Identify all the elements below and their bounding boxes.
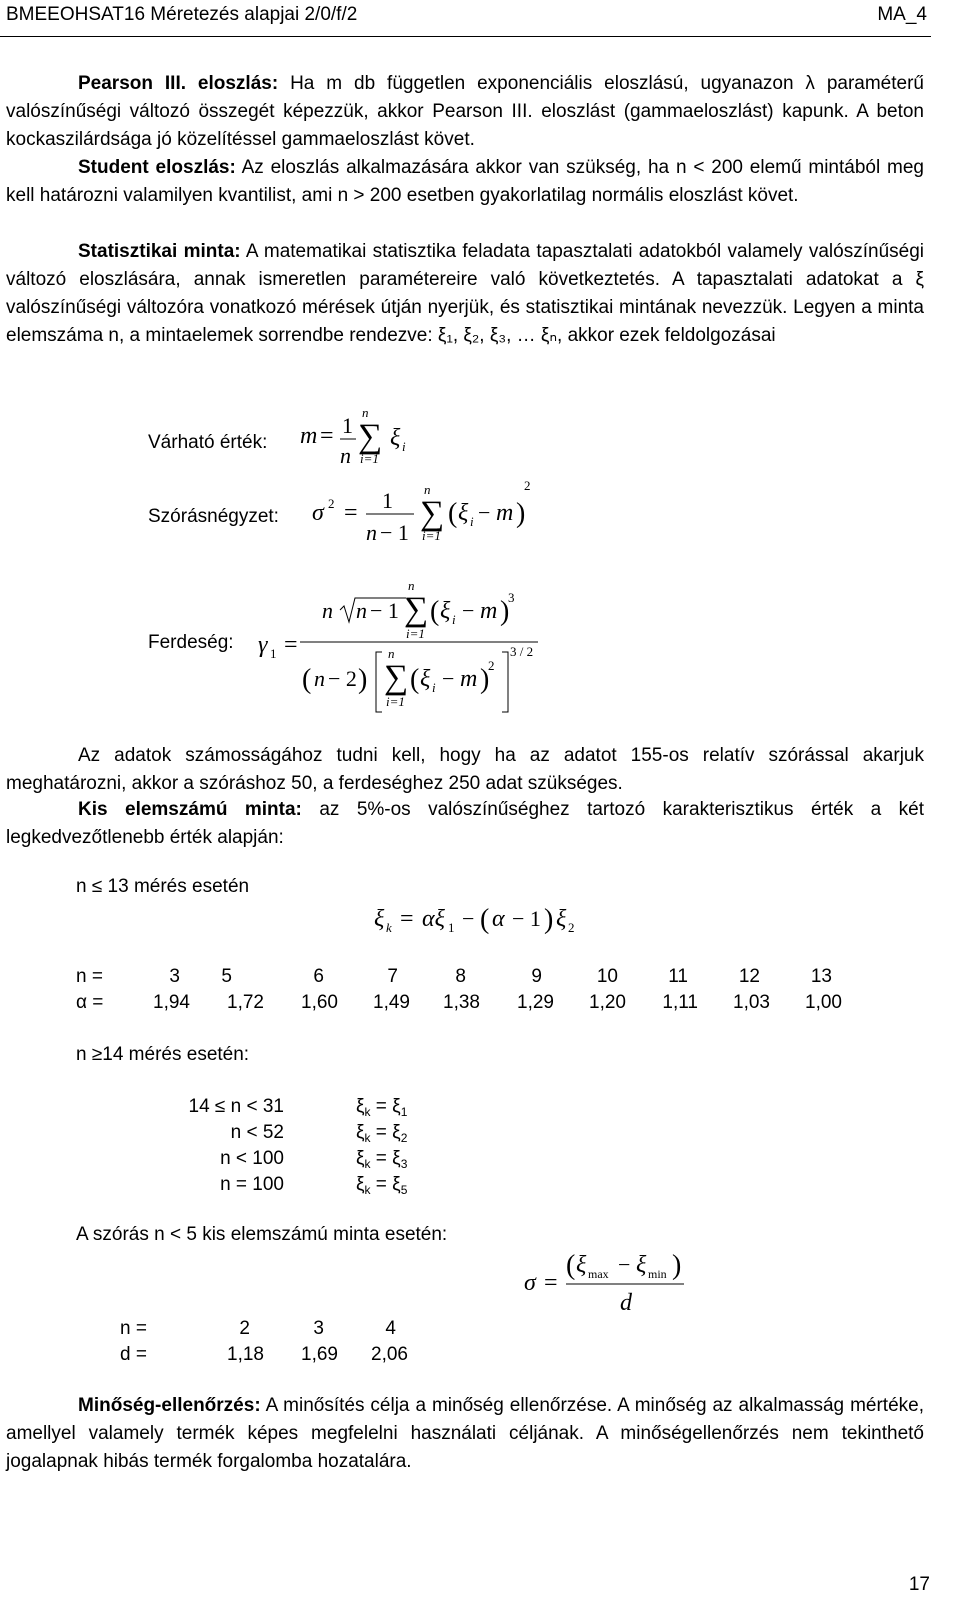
svg-text:−: − xyxy=(442,666,455,691)
svg-text:m: m xyxy=(480,598,498,624)
alpha-table-n: 3 xyxy=(169,966,180,987)
small-sample-text: az 5%-os valószínűséghez tartozó karakterisztikus érték a két legkedvezőtlenebb érték alapján: xyxy=(6,799,924,848)
svg-text:− 2: − 2 xyxy=(328,666,357,691)
svg-text:): ) xyxy=(500,596,510,627)
svg-text:1: 1 xyxy=(270,646,277,661)
sample-text: A matematikai statisztika feladata tapasztalati adatokból valamely valószínűségi változó eloszlására, annak ismeretlen paramétereire való következtetés. A tapasztalati adatokat a ξ valószínűségi változóra vonatkozó mérések útján nyerjük, és statisztikai mintának nevezzük. Legyen a minta elemszáma n, a mintaelemek sorrendbe rendezve: ξ₁, ξ₂, ξ₃, … ξₙ, akkor ezek feldolgozásai xyxy=(6,241,924,346)
svg-text:m: m xyxy=(496,500,514,526)
svg-text:2: 2 xyxy=(328,496,335,511)
svg-text:max: max xyxy=(588,1267,609,1281)
svg-text:2: 2 xyxy=(488,658,495,673)
sigma-range-formula xyxy=(522,1244,722,1318)
range-rule: $\xi_k = \xi_5$ xyxy=(356,1174,408,1197)
svg-text:2: 2 xyxy=(568,920,575,935)
variance-label: Szórásnégyzet: xyxy=(148,506,279,527)
quality-text: A minősítés célja a minőség ellenőrzése. A minőség az alkalmasság mértéke, amellyel valamely termék képes megfelelni használati céljának. A minőségellenőrzés nem tekinthető jogalapnak hibás termék forgalomba hozatalára. xyxy=(6,1395,924,1472)
skewness-formula xyxy=(256,576,556,721)
xi-k-formula xyxy=(372,896,592,940)
svg-text:ξ: ξ xyxy=(420,666,431,692)
alpha-table-n: 8 xyxy=(455,966,466,987)
svg-text:k: k xyxy=(386,920,392,935)
d-table-n: 3 xyxy=(313,1318,324,1339)
svg-text:(: ( xyxy=(302,664,312,695)
small-sample-term: Kis elemszámú minta: xyxy=(78,799,302,820)
range-condition: 14 ≤ n < 31 xyxy=(188,1096,284,1117)
page-number: 17 xyxy=(908,1574,930,1595)
svg-text:d: d xyxy=(620,1290,632,1316)
svg-text:−: − xyxy=(478,500,491,525)
range-condition: n = 100 xyxy=(220,1174,284,1195)
sample-paragraph xyxy=(6,238,924,350)
svg-text:): ) xyxy=(544,904,554,935)
alpha-table-n: 6 xyxy=(313,966,324,987)
svg-text:σ: σ xyxy=(524,1270,536,1296)
svg-text:ξ: ξ xyxy=(636,1252,647,1278)
alpha-table-n: 9 xyxy=(531,966,542,987)
svg-text:n: n xyxy=(362,405,369,420)
svg-text:∑: ∑ xyxy=(358,418,383,455)
svg-text:n: n xyxy=(340,443,351,468)
student-term: Student eloszlás: xyxy=(78,157,236,178)
case-n-le-13: n ≤ 13 mérés esetén xyxy=(76,876,250,897)
svg-text:min: min xyxy=(648,1267,667,1281)
svg-text:i=1: i=1 xyxy=(360,451,379,466)
svg-text:i=1: i=1 xyxy=(406,626,425,641)
svg-text:ξ: ξ xyxy=(576,1252,587,1278)
d-table-d-label: d = xyxy=(120,1344,147,1365)
range-rule: $\xi_k = \xi_2$ xyxy=(356,1122,408,1145)
expected-value-formula xyxy=(296,405,436,475)
svg-text:(: ( xyxy=(410,664,420,695)
svg-text:=: = xyxy=(320,423,334,449)
svg-text:γ: γ xyxy=(258,632,268,658)
svg-text:i: i xyxy=(452,612,456,627)
svg-text:αξ: αξ xyxy=(422,906,445,932)
student-paragraph xyxy=(6,154,924,210)
svg-text:− 1: − 1 xyxy=(512,906,541,931)
svg-text:i: i xyxy=(470,514,474,529)
course-title: BMEEOHSAT16 Méretezés alapjai 2/0/f/2 xyxy=(6,4,358,25)
pearson-paragraph xyxy=(6,70,924,154)
alpha-table-alpha: 1,20 xyxy=(589,992,626,1013)
student-text: Az eloszlás alkalmazására akkor van szükség, ha n < 200 elemű mintából meg kell határozni valamilyen kvantilist, ami n > 200 esetben gyakorlatilag normális eloszlást követ. xyxy=(6,157,924,206)
alpha-table-alpha: 1,00 xyxy=(805,992,842,1013)
svg-text:3 / 2: 3 / 2 xyxy=(510,644,534,659)
svg-text:m: m xyxy=(460,666,478,692)
svg-text:=: = xyxy=(344,500,358,526)
small-sample-paragraph xyxy=(6,796,924,852)
svg-text:ξ: ξ xyxy=(374,906,385,932)
alpha-table-alpha: 1,38 xyxy=(443,992,480,1013)
svg-text:1: 1 xyxy=(342,413,353,438)
alpha-table-alpha: 1,72 xyxy=(227,992,264,1013)
svg-text:): ) xyxy=(672,1250,682,1281)
alpha-table-n: 12 xyxy=(738,966,760,987)
svg-text:n: n xyxy=(314,666,325,691)
d-table-d: 2,06 xyxy=(371,1344,408,1365)
svg-text:α: α xyxy=(492,906,505,932)
d-table-n-label: n = xyxy=(120,1318,147,1339)
d-table-d: 1,69 xyxy=(301,1344,338,1365)
range-rule: $\xi_k = \xi_3$ xyxy=(356,1148,408,1171)
svg-text:): ) xyxy=(358,664,368,695)
pearson-term: Pearson III. eloszlás: xyxy=(78,73,279,94)
svg-text:i: i xyxy=(402,439,406,454)
quality-term: Minőség-ellenőrzés: xyxy=(78,1395,261,1416)
d-table-d: 1,18 xyxy=(227,1344,264,1365)
svg-text:∑: ∑ xyxy=(404,591,429,628)
page-header xyxy=(0,0,931,37)
alpha-table-alpha: 1,60 xyxy=(301,992,338,1013)
svg-text:− 1: − 1 xyxy=(380,520,409,545)
svg-text:i=1: i=1 xyxy=(422,528,441,543)
svg-text:n: n xyxy=(388,646,395,661)
range-rule: $\xi_k = \xi_1$ xyxy=(356,1096,408,1119)
svg-text:n: n xyxy=(424,482,431,497)
range-condition: n < 100 xyxy=(220,1148,284,1169)
alpha-table-alpha: 1,49 xyxy=(373,992,410,1013)
svg-text:−: − xyxy=(462,598,475,623)
svg-text:m: m xyxy=(300,423,318,449)
variance-formula xyxy=(310,478,540,550)
alpha-table-n: 13 xyxy=(810,966,832,987)
alpha-table-n: 5 xyxy=(221,966,232,987)
svg-text:n: n xyxy=(408,578,415,593)
svg-text:ξ: ξ xyxy=(556,906,567,932)
svg-text:n: n xyxy=(322,598,333,623)
svg-text:− 1: − 1 xyxy=(370,598,399,623)
svg-text:ξ: ξ xyxy=(390,425,401,451)
svg-text:∑: ∑ xyxy=(420,495,445,532)
alpha-table-alpha-label: α = xyxy=(76,992,104,1013)
case-n-ge-14: n ≥14 mérés esetén: xyxy=(76,1044,250,1065)
svg-text:2: 2 xyxy=(524,478,531,493)
svg-text:∑: ∑ xyxy=(384,659,409,696)
svg-text:−: − xyxy=(462,906,475,931)
svg-text:3: 3 xyxy=(508,590,515,605)
alpha-table-n: 7 xyxy=(387,966,398,987)
svg-text:i=1: i=1 xyxy=(386,694,405,709)
alpha-table-n: 11 xyxy=(668,966,688,987)
alpha-table-n-label: n = xyxy=(76,966,103,987)
range-condition: n < 52 xyxy=(230,1122,284,1143)
expected-value-label: Várható érték: xyxy=(148,432,268,453)
svg-text:n: n xyxy=(356,598,367,623)
alpha-table-alpha: 1,94 xyxy=(153,992,190,1013)
svg-text:=: = xyxy=(284,632,298,658)
svg-text:=: = xyxy=(544,1270,558,1296)
alpha-table-alpha: 1,03 xyxy=(733,992,770,1013)
svg-text:σ: σ xyxy=(312,500,324,526)
document-code: MA_4 xyxy=(877,4,927,25)
svg-text:1: 1 xyxy=(382,488,393,513)
svg-text:ξ: ξ xyxy=(458,500,469,526)
skewness-label: Ferdeség: xyxy=(148,632,234,653)
svg-text:1: 1 xyxy=(448,920,455,935)
d-table-n: 2 xyxy=(239,1318,250,1339)
svg-text:n: n xyxy=(366,520,377,545)
svg-text:(: ( xyxy=(480,904,490,935)
sample-term: Statisztikai minta: xyxy=(78,241,241,262)
svg-text:(: ( xyxy=(448,498,458,529)
svg-text:): ) xyxy=(480,664,490,695)
quality-paragraph xyxy=(6,1392,924,1476)
d-table-n: 4 xyxy=(385,1318,396,1339)
svg-text:i: i xyxy=(432,680,436,695)
alpha-table-alpha: 1,11 xyxy=(662,992,698,1013)
pearson-text: Ha m db független exponenciális eloszlású, ugyanazon λ paraméterű valószínűségi változó összegét képezzük, akkor Pearson III. eloszlást (gammaeloszlást) kapunk. A beton kockaszilárdsága jó közelítéssel gammaeloszlást követ. xyxy=(6,73,924,150)
svg-text:(: ( xyxy=(566,1250,576,1281)
sample-size-note: Az adatok számosságához tudni kell, hogy ha az adatot 155-os relatív szórással akarjuk meghatározni, akkor a szóráshoz 50, a ferdeséghez 250 adat szükséges. xyxy=(6,745,924,794)
svg-text:−: − xyxy=(618,1252,631,1277)
svg-text:=: = xyxy=(400,906,414,932)
alpha-table-alpha: 1,29 xyxy=(517,992,554,1013)
svg-text:ξ: ξ xyxy=(440,598,451,624)
svg-text:(: ( xyxy=(430,596,440,627)
svg-text:): ) xyxy=(516,498,526,529)
alpha-table-n: 10 xyxy=(596,966,618,987)
std-small-sample-heading: A szórás n < 5 kis elemszámú minta esetén: xyxy=(76,1224,448,1245)
